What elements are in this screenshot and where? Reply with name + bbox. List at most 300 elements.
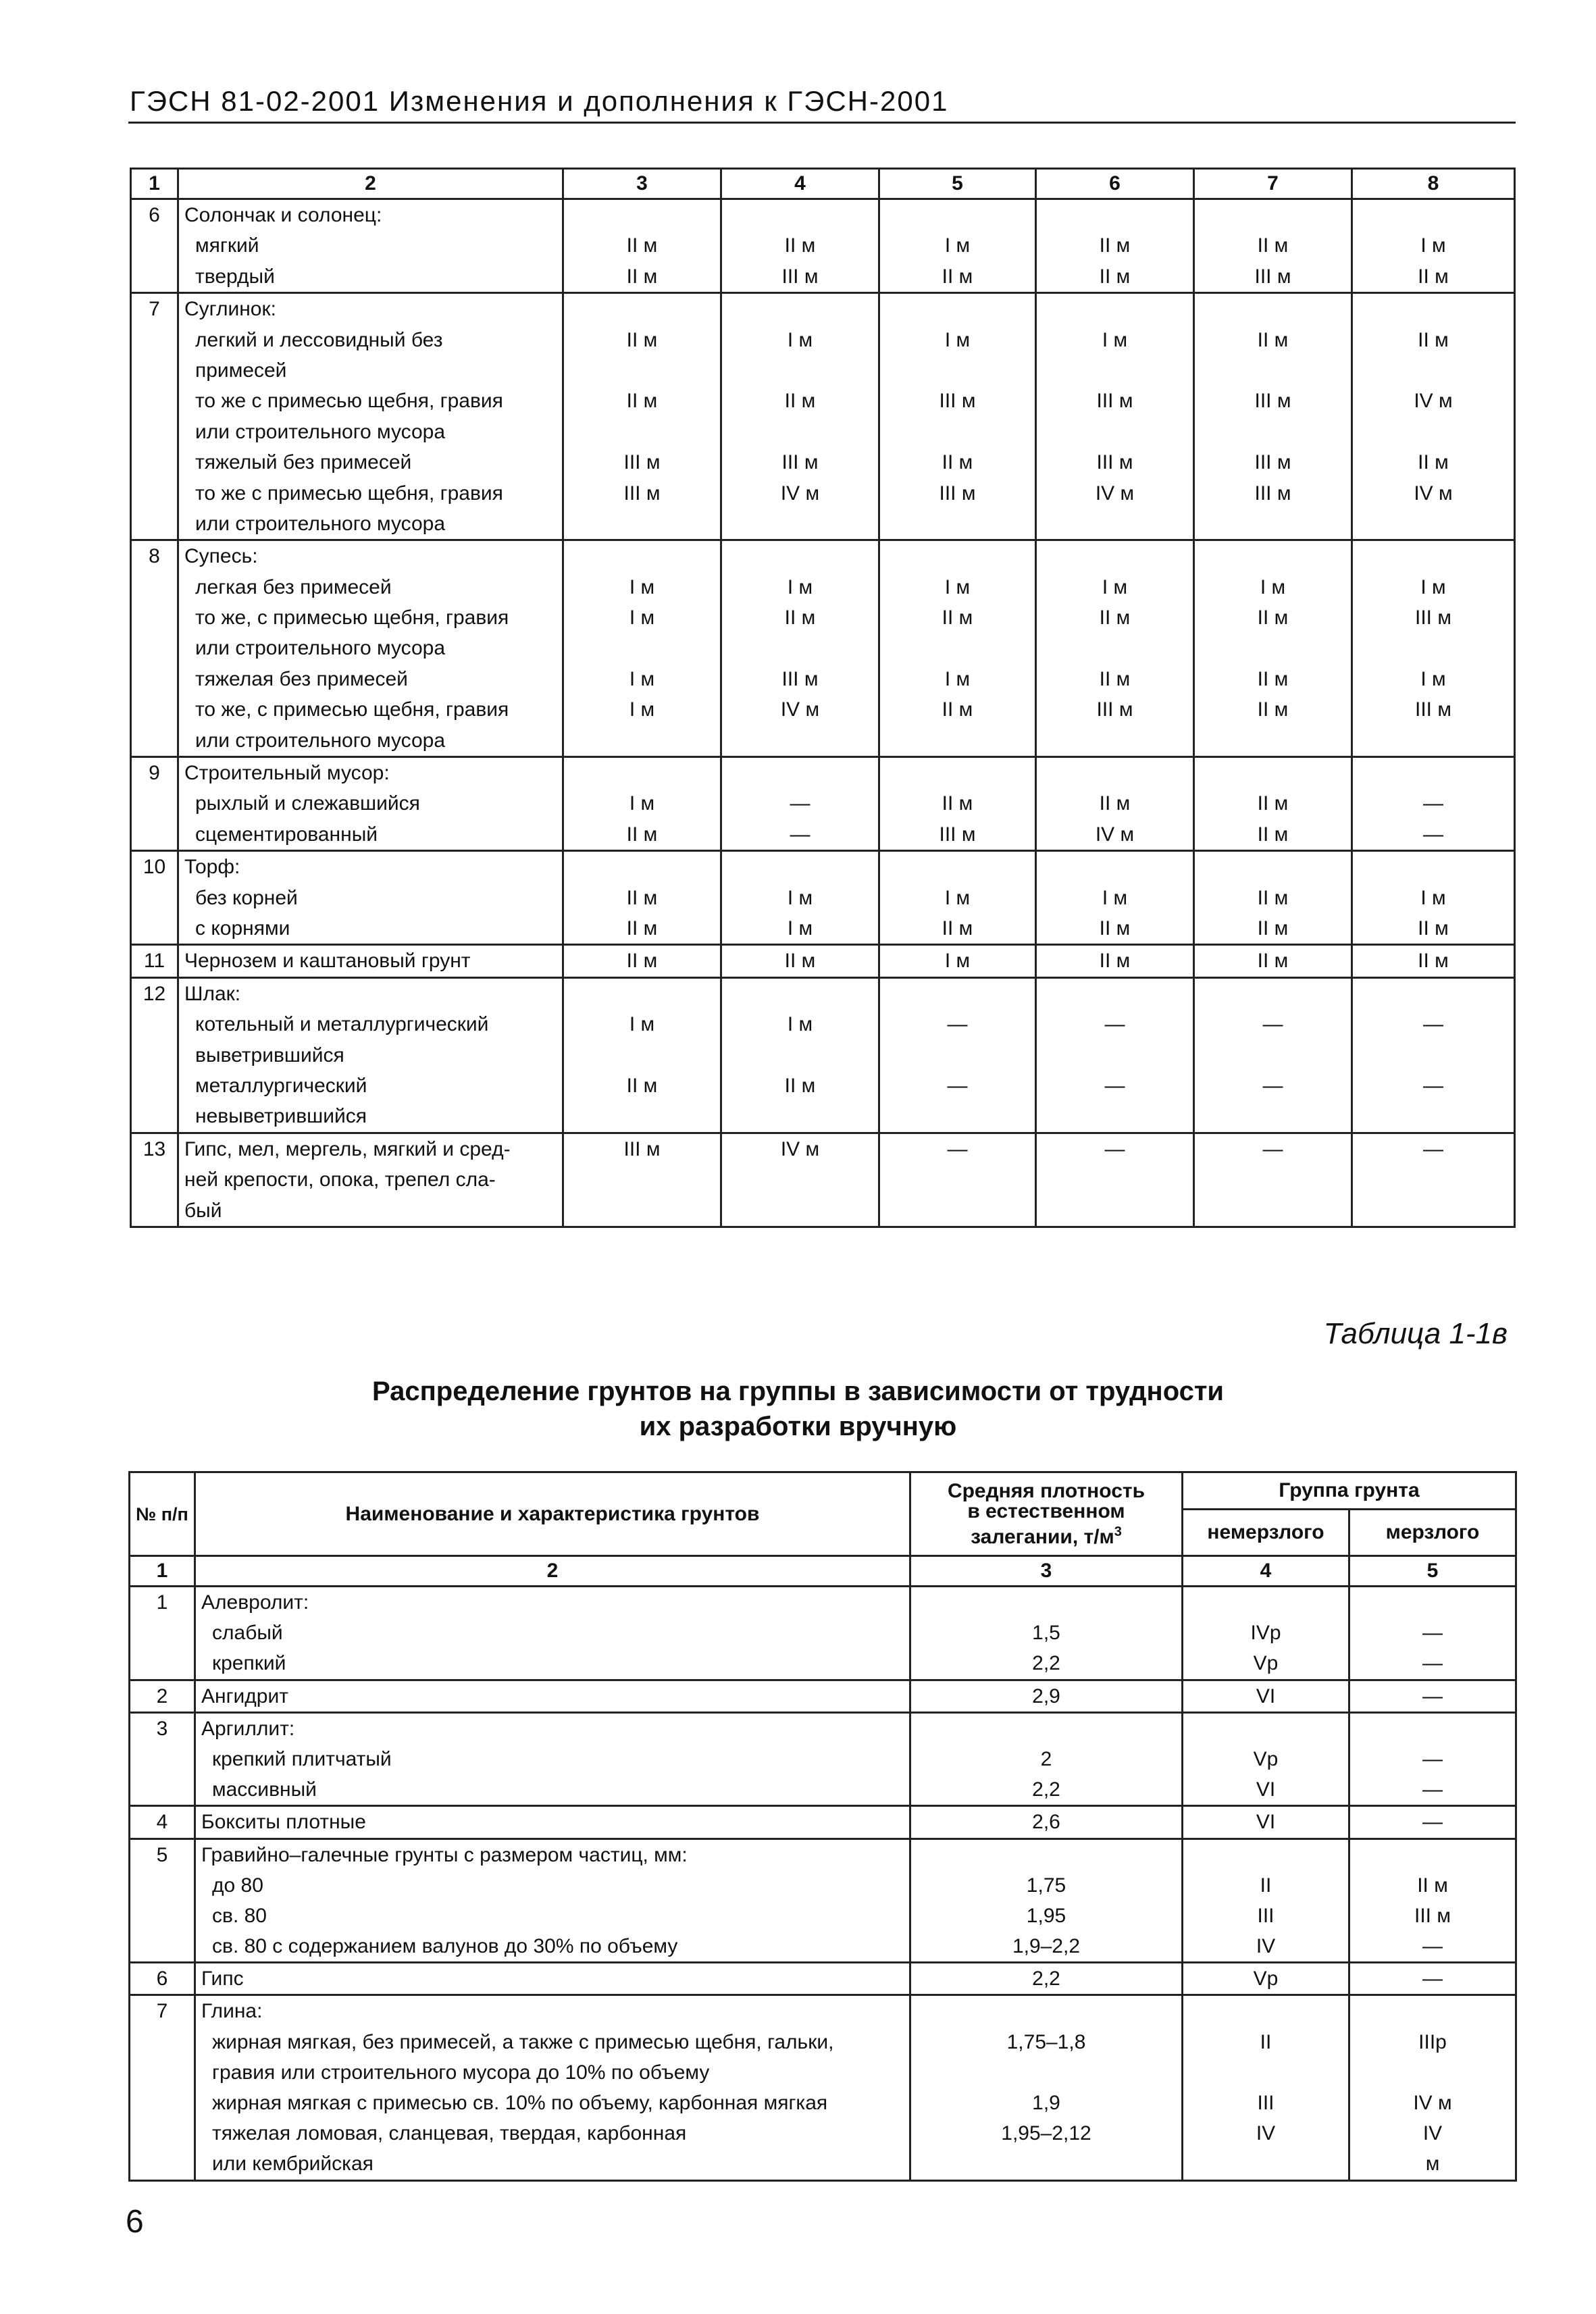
soil-name-line: или кембрийская (212, 2153, 374, 2176)
table2-head-density-l2: в естественном (967, 1499, 1125, 1522)
row-number: 13 (143, 1137, 166, 1160)
density-value: 1,5 (1032, 1622, 1060, 1645)
soil-name-line: Гипс (201, 1968, 244, 1990)
group-value: II м (1257, 792, 1289, 815)
group-value (1353, 417, 1514, 447)
group-value: III м (1254, 482, 1291, 505)
group-value: II м (626, 1074, 658, 1097)
group-value (1195, 979, 1351, 1009)
density-value (911, 1714, 1181, 1744)
group-value (880, 852, 1035, 882)
soil-name-line: Строительный мусор: (184, 762, 390, 785)
group-value-cell (1194, 757, 1352, 851)
group-unfrozen-value: VI (1256, 1811, 1276, 1834)
group-value (722, 417, 878, 447)
group-value: III м (623, 1137, 661, 1160)
group-value: II м (942, 451, 973, 474)
soil-name-line: мягкий (195, 234, 259, 257)
table-row (131, 945, 1515, 977)
soil-name-cell (195, 1712, 910, 1806)
density-value: 1,75 (1026, 1874, 1066, 1897)
group-value: I м (1260, 575, 1286, 598)
group-value (1353, 1164, 1514, 1195)
group-unfrozen-value (1183, 1840, 1348, 1870)
group-value: II м (1099, 234, 1131, 257)
group-value: II м (784, 1074, 816, 1097)
group-frozen-value: IV м (1413, 2092, 1452, 2114)
group-value-cell (563, 293, 721, 540)
soil-name-line: с корнями (195, 917, 290, 940)
group-value (564, 200, 720, 230)
soil-name-line: то же, с примесью щебня, гравия (195, 698, 509, 721)
group-value (1037, 758, 1193, 788)
group-value (1195, 355, 1351, 386)
group-value-cell (563, 757, 721, 851)
table-row (130, 1995, 1516, 2180)
group-frozen-value-cell (1349, 1963, 1516, 1995)
group-value: II м (1257, 917, 1289, 940)
group-value (1353, 979, 1514, 1009)
row-number-cell (131, 293, 178, 540)
group-value: IV м (780, 698, 820, 721)
table2-head-num: № п/п (130, 1472, 195, 1556)
group-value-cell (1194, 977, 1352, 1133)
soil-name-line: котельный и металлургический (195, 1013, 489, 1036)
group-value: III м (1096, 698, 1133, 721)
group-value: II м (626, 917, 658, 940)
group-value: III м (939, 823, 976, 846)
group-value: II м (1418, 451, 1449, 474)
table1-header-row (131, 169, 1515, 199)
table-row (131, 1133, 1515, 1227)
row-number-cell (130, 1806, 195, 1839)
table-title-line-1: Распределение грунтов на группы в зависимости от трудности (371, 1377, 1225, 1406)
density-value-cell (910, 1587, 1183, 1680)
table1-col-8: 8 (1352, 169, 1515, 199)
group-value (564, 633, 720, 663)
group-value: I м (944, 667, 971, 690)
row-number-cell (131, 1133, 178, 1227)
group-value: IV м (780, 482, 820, 505)
table-row (130, 1587, 1516, 1680)
group-frozen-value: м (1425, 2153, 1440, 2176)
group-value: III м (781, 451, 819, 474)
group-value (564, 355, 720, 386)
row-number: 8 (149, 545, 160, 568)
soil-name-line: крепкий (212, 1652, 286, 1675)
group-value (1037, 200, 1193, 230)
group-value (722, 633, 878, 663)
group-value (722, 725, 878, 756)
soil-name-line: жирная мягкая, без примесей, а также с примесью щебня, гальки, (212, 2030, 834, 2053)
group-frozen-value (1350, 1714, 1515, 1744)
group-value (1353, 1040, 1514, 1071)
soil-name-line: Гипс, мел, мергель, мягкий и сред- (184, 1137, 511, 1160)
group-frozen-value-cell (1349, 1806, 1516, 1839)
table-row (131, 977, 1515, 1133)
group-unfrozen-value: VI (1256, 1685, 1276, 1707)
soil-name-line: св. 80 (212, 1904, 267, 1927)
density-value: 2,2 (1032, 1778, 1060, 1801)
group-value: III м (939, 482, 976, 505)
group-value: II м (1257, 328, 1289, 351)
group-frozen-value (1350, 1840, 1515, 1870)
group-unfrozen-value-cell (1183, 1712, 1349, 1806)
row-number: 11 (143, 950, 165, 973)
density-value (911, 1996, 1181, 2026)
group-unfrozen-value: Vр (1253, 1968, 1279, 1990)
density-value: 2,6 (1032, 1811, 1060, 1834)
table-title (0, 1374, 1596, 1444)
group-value: III м (939, 390, 976, 413)
soil-table-continuation (130, 168, 1516, 1228)
soil-name-line: жирная мягкая с примесью св. 10% по объему, карбонная мягкая (212, 2092, 828, 2114)
group-value (564, 417, 720, 447)
group-frozen-value (1350, 1587, 1515, 1618)
group-unfrozen-value: III (1257, 2092, 1275, 2114)
table-caption: Таблица 1-1в (1323, 1317, 1508, 1350)
group-frozen-value (1350, 2057, 1515, 2088)
group-value (1353, 509, 1514, 539)
group-value-cell (879, 199, 1036, 293)
group-value: — (1423, 1074, 1443, 1097)
group-value (1353, 294, 1514, 324)
group-value (880, 509, 1035, 539)
group-value (564, 1164, 720, 1195)
group-value (1195, 852, 1351, 882)
group-value: I м (787, 1013, 813, 1036)
group-value (880, 417, 1035, 447)
soil-name-line: гравия или строительного мусора до 10% по объему (212, 2061, 710, 2084)
density-value-cell (910, 1806, 1183, 1839)
density-value: 2,9 (1032, 1685, 1060, 1707)
group-value (564, 725, 720, 756)
group-value (722, 1101, 878, 1131)
table2-head-unfrozen: немерзлого (1183, 1510, 1349, 1556)
group-value: II м (1099, 667, 1131, 690)
group-value (1353, 1101, 1514, 1131)
group-value (1037, 633, 1193, 663)
group-unfrozen-value: IV (1256, 2122, 1276, 2145)
group-value: — (947, 1137, 968, 1160)
group-value: IV м (1414, 482, 1453, 505)
row-number-cell (131, 977, 178, 1133)
group-value (1353, 355, 1514, 386)
group-value (722, 1040, 878, 1071)
group-value: I м (1102, 575, 1128, 598)
group-value: I м (1420, 886, 1446, 909)
soil-name-line: твердый (195, 265, 275, 288)
group-value-cell (563, 977, 721, 1133)
group-value (1037, 979, 1193, 1009)
table2-head-name: Наименование и характеристика грунтов (195, 1472, 910, 1556)
soil-name-line: массивный (212, 1778, 317, 1801)
group-value: — (790, 823, 810, 846)
soil-name-line: легкий и лессовидный без (195, 328, 443, 351)
group-value (722, 852, 878, 882)
soil-name-line: Торф: (184, 856, 240, 879)
row-number: 4 (156, 1811, 168, 1834)
soil-name-cell (178, 540, 563, 757)
group-value (1195, 1195, 1351, 1226)
group-value (564, 1040, 720, 1071)
group-value (564, 758, 720, 788)
group-value (1353, 633, 1514, 663)
soil-name-line: св. 80 с содержанием валунов до 30% по объему (212, 1935, 678, 1958)
soil-name-line: слабый (212, 1622, 283, 1645)
group-value: II м (1257, 886, 1289, 909)
soil-name-cell (178, 757, 563, 851)
soil-name-line: Чернозем и каштановый грунт (184, 950, 471, 973)
group-value (1353, 758, 1514, 788)
row-number: 2 (156, 1685, 168, 1707)
soil-name-line: или строительного мусора (195, 729, 446, 752)
group-value-cell (721, 757, 879, 851)
soil-name-cell (178, 1133, 563, 1227)
group-value: I м (944, 234, 971, 257)
group-value: — (1104, 1013, 1125, 1036)
group-value: I м (944, 575, 971, 598)
header-rule (128, 122, 1516, 124)
soil-name-line: крепкий плитчатый (212, 1747, 392, 1770)
table2-colnum-1: 1 (130, 1556, 195, 1587)
soil-name-cell (178, 199, 563, 293)
soil-name-line: Глина: (201, 2000, 263, 2023)
group-frozen-value-cell (1349, 1839, 1516, 1963)
group-unfrozen-value-cell (1183, 1963, 1349, 1995)
group-value-cell (1194, 293, 1352, 540)
group-value (1037, 355, 1193, 386)
group-unfrozen-value (1183, 1714, 1348, 1744)
group-value: — (1423, 823, 1443, 846)
group-value (1353, 725, 1514, 756)
group-value: — (947, 1074, 968, 1097)
group-value-cell (1352, 945, 1515, 977)
soil-name-cell (195, 1680, 910, 1712)
soil-name-cell (195, 1995, 910, 2180)
group-value (564, 852, 720, 882)
group-value (1195, 758, 1351, 788)
group-value: III м (1254, 265, 1291, 288)
group-value-cell (721, 199, 879, 293)
soil-name-line: Ангидрит (201, 1685, 288, 1707)
group-value (1195, 417, 1351, 447)
row-number-cell (131, 851, 178, 945)
group-frozen-value: — (1422, 1811, 1443, 1834)
group-unfrozen-value (1183, 2149, 1348, 2179)
group-value (1195, 294, 1351, 324)
group-frozen-value (1350, 1996, 1515, 2026)
group-value (1037, 1164, 1193, 1195)
group-value-cell (1036, 1133, 1194, 1227)
density-value-cell (910, 1712, 1183, 1806)
group-frozen-value: — (1422, 1778, 1443, 1801)
group-value: II м (1418, 328, 1449, 351)
group-value: I м (787, 917, 813, 940)
group-value (1037, 417, 1193, 447)
group-value (1037, 725, 1193, 756)
group-value: — (1262, 1137, 1283, 1160)
group-unfrozen-value: II (1260, 2030, 1272, 2053)
group-value (880, 294, 1035, 324)
group-value-cell (1036, 293, 1194, 540)
table2-head-density-l3-text: залегании, т/м (971, 1525, 1114, 1548)
group-value (1195, 1164, 1351, 1195)
group-value: II м (1099, 917, 1131, 940)
density-value: 2,2 (1032, 1968, 1060, 1990)
group-unfrozen-value: II (1260, 1874, 1272, 1897)
group-value: II м (942, 265, 973, 288)
table1-col-7: 7 (1194, 169, 1352, 199)
group-value-cell (563, 540, 721, 757)
soil-name-line: Бокситы плотные (201, 1811, 366, 1834)
density-value-cell (910, 1963, 1183, 1995)
group-value: III м (623, 482, 661, 505)
group-value: I м (629, 1013, 655, 1036)
group-frozen-value-cell (1349, 1712, 1516, 1806)
group-frozen-value: — (1422, 1935, 1443, 1958)
group-value: II м (626, 950, 658, 973)
table2-head-density-sup: 3 (1114, 1524, 1122, 1539)
row-number: 5 (156, 1843, 168, 1866)
group-value-cell (879, 945, 1036, 977)
soil-name-line: бый (184, 1199, 222, 1222)
density-value (911, 2057, 1181, 2088)
group-value (880, 541, 1035, 571)
group-value (722, 294, 878, 324)
group-unfrozen-value: IVр (1250, 1622, 1281, 1645)
table1-col-2: 2 (178, 169, 563, 199)
table2-head-density-l1: Средняя плотность (947, 1479, 1145, 1502)
group-value: II м (784, 607, 816, 629)
group-value: IV м (1414, 390, 1453, 413)
group-value: II м (942, 792, 973, 815)
group-value: III м (623, 451, 661, 474)
group-value-cell (879, 1133, 1036, 1227)
soil-name-line: примесей (195, 359, 287, 382)
group-value: II м (626, 886, 658, 909)
group-value (880, 979, 1035, 1009)
group-value: — (947, 1013, 968, 1036)
group-value-cell (1352, 977, 1515, 1133)
table-row (131, 851, 1515, 945)
group-value: I м (787, 575, 813, 598)
group-value: II м (1099, 607, 1131, 629)
row-number: 7 (149, 298, 160, 321)
group-frozen-value: IIIр (1418, 2030, 1447, 2053)
group-value: I м (787, 886, 813, 909)
table2-colnum-row (130, 1556, 1516, 1587)
soil-name-line: рыхлый и слежавшийся (195, 792, 420, 815)
soil-name-line: или строительного мусора (195, 637, 446, 660)
density-value-cell (910, 1839, 1183, 1963)
group-value (1037, 541, 1193, 571)
group-value: — (1262, 1013, 1283, 1036)
group-value (1195, 1101, 1351, 1131)
group-value-cell (563, 945, 721, 977)
soil-name-line: Шлак: (184, 982, 241, 1005)
row-number-cell (131, 945, 178, 977)
group-value (564, 509, 720, 539)
group-value: III м (1096, 451, 1133, 474)
row-number-cell (131, 540, 178, 757)
table-row (131, 540, 1515, 757)
soil-name-line: тяжелая ломовая, сланцевая, твердая, карбонная (212, 2122, 687, 2145)
group-unfrozen-value-cell (1183, 1680, 1349, 1712)
soil-name-cell (178, 293, 563, 540)
group-value: II м (1257, 950, 1289, 973)
group-value: II м (626, 265, 658, 288)
group-frozen-value-cell (1349, 1995, 1516, 2180)
group-value: II м (1257, 667, 1289, 690)
density-value (911, 1840, 1181, 1870)
group-value: II м (784, 950, 816, 973)
table2-header-row-1 (130, 1472, 1516, 1510)
group-value (722, 758, 878, 788)
group-frozen-value: IV (1422, 2122, 1443, 2145)
group-frozen-value: II м (1417, 1874, 1448, 1897)
soil-name-line: Аргиллит: (201, 1717, 295, 1740)
group-value: I м (629, 667, 655, 690)
group-value: I м (944, 950, 971, 973)
group-value: II м (1418, 265, 1449, 288)
table2-colnum-2: 2 (195, 1556, 910, 1587)
group-value: I м (1420, 234, 1446, 257)
group-value-cell (1352, 757, 1515, 851)
group-value: III м (1415, 607, 1451, 629)
table2-colnum-4: 4 (1183, 1556, 1349, 1587)
group-value-cell (1194, 540, 1352, 757)
row-number-cell (130, 1839, 195, 1963)
group-value (564, 1195, 720, 1226)
group-value: II м (1257, 823, 1289, 846)
table1-col-4: 4 (721, 169, 879, 199)
soil-name-line: выветрившийся (195, 1044, 344, 1066)
group-value-cell (721, 293, 879, 540)
soil-groups-manual-table (128, 1471, 1517, 2182)
group-value: II м (784, 390, 816, 413)
group-value (1353, 1195, 1514, 1226)
soil-name-line: до 80 (212, 1874, 263, 1897)
page-header: ГЭСН 81-02-2001 Изменения и дополнения к ГЭСН-2001 (130, 85, 949, 117)
soil-name-line: тяжелый без примесей (195, 451, 412, 474)
soil-name-cell (178, 851, 563, 945)
group-value: II м (1257, 234, 1289, 257)
group-value (880, 1164, 1035, 1195)
group-unfrozen-value-cell (1183, 1839, 1349, 1963)
group-unfrozen-value: Vр (1253, 1652, 1279, 1675)
density-value (911, 1587, 1181, 1618)
group-value (880, 355, 1035, 386)
group-value: II м (1099, 265, 1131, 288)
group-unfrozen-value: VI (1256, 1778, 1276, 1801)
group-value (1037, 852, 1193, 882)
row-number: 3 (156, 1717, 168, 1740)
group-value (1195, 1040, 1351, 1071)
density-value: 1,9 (1032, 2092, 1060, 2114)
group-value: I м (1102, 886, 1128, 909)
group-value-cell (1352, 199, 1515, 293)
group-unfrozen-value-cell (1183, 1587, 1349, 1680)
group-value-cell (1352, 293, 1515, 540)
group-value (564, 294, 720, 324)
row-number-cell (130, 1712, 195, 1806)
group-frozen-value: — (1422, 1685, 1443, 1707)
density-value (911, 2149, 1181, 2179)
group-value: I м (629, 607, 655, 629)
density-value-cell (910, 1995, 1183, 2180)
group-value: II м (942, 698, 973, 721)
